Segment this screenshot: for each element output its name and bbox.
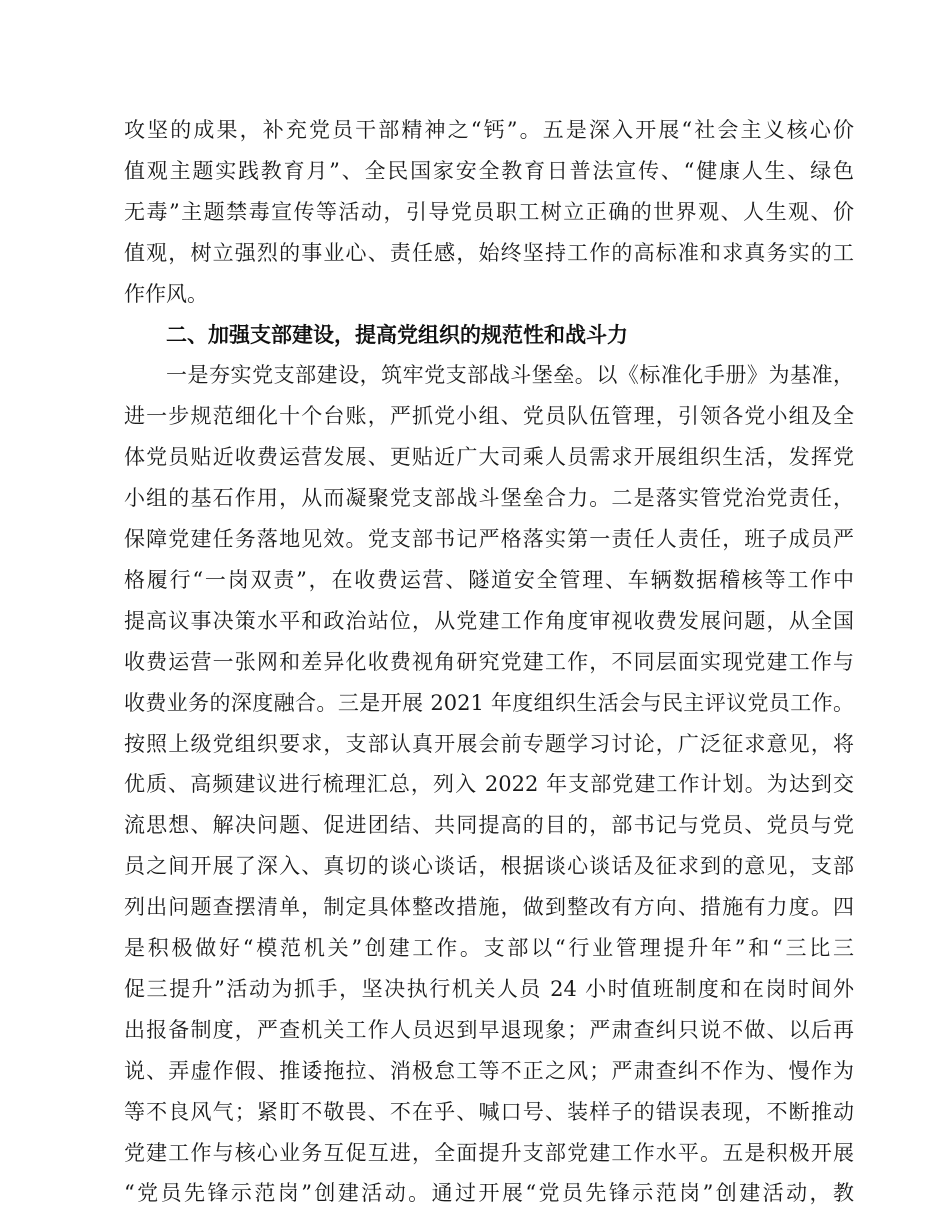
text-line: 格履行“一岗双责”，在收费运营、隧道安全管理、车辆数据稽核等工作中 [124, 568, 854, 592]
text-line: 收费业务的深度融合。三是开展 2021 年度组织生活会与民主评议党员工作。 [124, 691, 854, 715]
text-line: 保障党建任务落地见效。党支部书记严格落实第一责任人责任，班子成员严 [124, 527, 854, 551]
text-line: 流思想、解决问题、促进团结、共同提高的目的，部书记与党员、党员与党 [124, 813, 854, 837]
text-line: 员之间开展了深入、真切的谈心谈话，根据谈心谈话及征求到的意见，支部 [124, 854, 854, 878]
text-line: 攻坚的成果，补充党员干部精神之“钙”。五是深入开展“社会主义核心价 [124, 118, 854, 142]
section-heading: 二、加强支部建设，提高党组织的规范性和战斗力 [166, 323, 628, 347]
text-line: 列出问题查摆清单，制定具体整改措施，做到整改有方向、措施有力度。四 [124, 895, 854, 919]
text-line: 说、弄虚作假、推诿拖拉、消极怠工等不正之风；严肃查纠不作为、慢作为 [124, 1059, 854, 1083]
text-line: 一是夯实党支部建设，筑牢党支部战斗堡垒。以《标准化手册》为基准， [166, 363, 854, 387]
text-line: 等不良风气；紧盯不敬畏、不在乎、喊口号、装样子的错误表现，不断推动 [124, 1100, 854, 1124]
text-line: 优质、高频建议进行梳理汇总，列入 2022 年支部党建工作计划。为达到交 [124, 772, 854, 796]
text-line: 作作风。 [124, 282, 208, 306]
text-line: 提高议事决策水平和政治站位，从党建工作角度审视收费发展问题，从全国 [124, 609, 854, 633]
text-line: 值观，树立强烈的事业心、责任感，始终坚持工作的高标准和求真务实的工 [124, 241, 854, 265]
text-line: 进一步规范细化十个台账，严抓党小组、党员队伍管理，引领各党小组及全 [124, 404, 854, 428]
text-line: 收费运营一张网和差异化收费视角研究党建工作，不同层面实现党建工作与 [124, 650, 854, 674]
text-line: 小组的基石作用，从而凝聚党支部战斗堡垒合力。二是落实管党治党责任， [124, 486, 854, 510]
text-line: 值观主题实践教育月”、全民国家安全教育日普法宣传、“健康人生、绿色 [124, 159, 854, 183]
text-line: 党建工作与核心业务互促互进，全面提升支部党建工作水平。五是积极开展 [124, 1141, 854, 1165]
text-line: 体党员贴近收费运营发展、更贴近广大司乘人员需求开展组织生活，发挥党 [124, 445, 854, 469]
text-line: 出报备制度，严查机关工作人员迟到早退现象；严肃查纠只说不做、以后再 [124, 1018, 854, 1042]
text-line: 按照上级党组织要求，支部认真开展会前专题学习讨论，广泛征求意见，将 [124, 732, 854, 756]
text-line: 促三提升”活动为抓手，坚决执行机关人员 24 小时值班制度和在岗时间外 [124, 977, 854, 1001]
text-line: “党员先锋示范岗”创建活动。通过开展“党员先锋示范岗”创建活动，教 [124, 1181, 854, 1205]
text-line: 是积极做好“模范机关”创建工作。支部以“行业管理提升年”和“三比三 [124, 936, 854, 960]
text-line: 无毒”主题禁毒宣传等活动，引导党员职工树立正确的世界观、人生观、价 [124, 200, 854, 224]
